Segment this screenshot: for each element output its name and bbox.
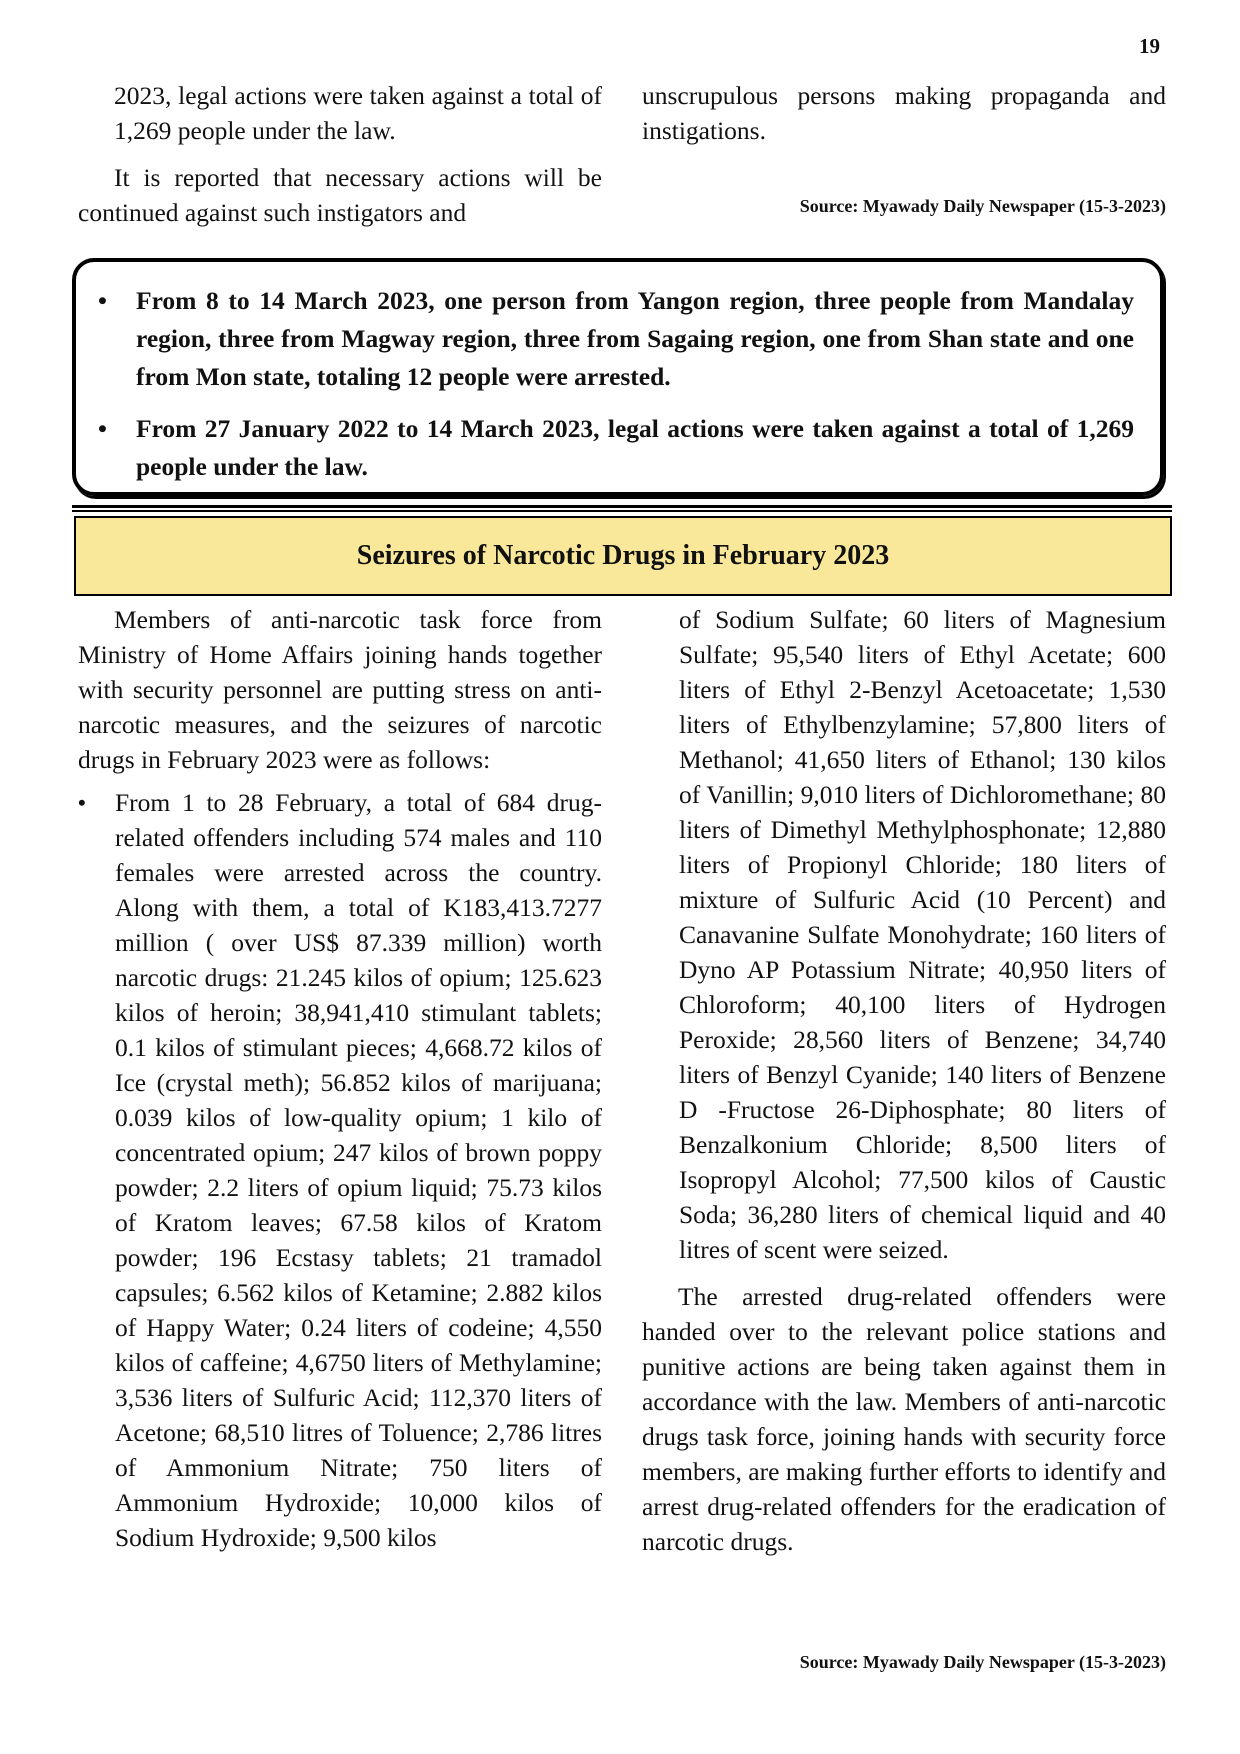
- page-number: 19: [1139, 34, 1160, 58]
- article-closing: The arrested drug-related offenders were handed over to the relevant police stations and punitive actions are being taken against them in accordance with the law. Members of anti-narcotic drugs task force, joining hands with security force members, are making further efforts to identify and arrest drug-related offenders for the eradication of narcotic drugs.: [642, 1282, 1166, 1556]
- top-paragraph-propaganda: unscrupulous persons making propaganda and instigations.: [642, 81, 1166, 145]
- bullet-icon: •: [98, 286, 107, 315]
- article-left-column: [78, 602, 602, 1555]
- highlight-item: [94, 410, 1134, 486]
- bullet-icon: •: [78, 790, 86, 815]
- highlight-box: [72, 258, 1164, 496]
- highlight-list: [94, 282, 1134, 486]
- top-paragraph-continued: 2023, legal actions were taken against a total of 1,269 people under the law.: [114, 81, 602, 145]
- section-header: [74, 516, 1172, 596]
- bullet-icon: •: [98, 414, 107, 443]
- top-left-column: [78, 78, 602, 230]
- article-bullet-text: From 1 to 28 February, a total of 684 drug-related offenders including 574 males and 110 females were arrested across the country. Along with them, a total of K183,413.7277 million ( over US$ 87.339 million) worth narcotic drugs: 21.245 kilos of opium; 125.623 kilos of heroin; 38,941,410 stimulant tablets; 0.1 kilos of stimulant pieces; 4,668.72 kilos of Ice (crystal meth); 56.852 kilos of marijuana; 0.039 kilos of low-quality opium; 1 kilo of concentrated opium; 247 kilos of brown poppy powder; 2.2 liters of opium liquid; 75.73 kilos of Kratom leaves; 67.58 kilos of Kratom powder; 196 Ecstasy tablets; 21 tramadol capsules; 6.562 kilos of Ketamine; 2.882 kilos of Happy Water; 0.24 liters of codeine; 4,550 kilos of caffeine; 4,6750 liters of Methylamine; 3,536 liters of Sulfuric Acid; 112,370 liters of Acetone; 68,510 litres of Toluence; 2,786 litres of Ammonium Nitrate; 750 liters of Ammonium Hydroxide; 10,000 kilos of Sodium Hydroxide; 9,500 kilos: [115, 788, 602, 1552]
- article-right-column: [642, 602, 1166, 1559]
- divider-rule: [72, 505, 1172, 508]
- divider-rule: [72, 510, 1172, 512]
- highlight-item-text: From 8 to 14 March 2023, one person from Yangon region, three people from Mandalay region, three from Magway region, three from Sagaing region, one from Shan state and one from Mon state, totaling 12 people were arrested.: [136, 286, 1134, 391]
- highlight-item: [94, 282, 1134, 396]
- top-paragraph-instigators: It is reported that necessary actions will be continued against such instigators and: [78, 163, 602, 227]
- article-source-citation: Source: Myawady Daily Newspaper (15-3-2023): [799, 1652, 1166, 1672]
- top-right-column: [642, 78, 1166, 148]
- article-intro: Members of anti-narcotic task force from Ministry of Home Affairs joining hands together with security personnel are putting stress on anti-narcotic measures, and the seizures of narcotic drugs in February 2023 were as follows:: [78, 605, 602, 774]
- article-bullet-item: [78, 785, 602, 1555]
- highlight-item-text: From 27 January 2022 to 14 March 2023, legal actions were taken against a total of 1,269 people under the law.: [136, 414, 1134, 481]
- article-bullet-continued: of Sodium Sulfate; 60 liters of Magnesium Sulfate; 95,540 liters of Ethyl Acetate; 600 liters of Ethyl 2-Benzyl Acetoacetate; 1,530 liters of Ethylbenzylamine; 57,800 liters of Methanol; 41,650 liters of Ethanol; 130 kilos of Vanillin; 9,010 liters of Dichloromethane; 80 liters of Dimethyl Methylphosphonate; 12,880 liters of Propionyl Chloride; 180 liters of mixture of Sulfuric Acid (10 Percent) and Canavanine Sulfate Monohydrate; 160 liters of Dyno AP Potassium Nitrate; 40,950 liters of Chloroform; 40,100 liters of Hydrogen Peroxide; 28,560 liters of Benzene; 34,740 liters of Benzyl Cyanide; 140 liters of Benzene D -Fructose 26-Diphosphate; 80 liters of Benzalkonium Chloride; 8,500 liters of Isopropyl Alcohol; 77,500 kilos of Caustic Soda; 36,280 liters of chemical liquid and 40 litres of scent were seized.: [679, 605, 1166, 1264]
- top-source-citation: Source: Myawady Daily Newspaper (15-3-2023): [799, 196, 1166, 216]
- section-title: Seizures of Narcotic Drugs in February 2023: [356, 540, 890, 571]
- article-bullet-list: [78, 785, 602, 1555]
